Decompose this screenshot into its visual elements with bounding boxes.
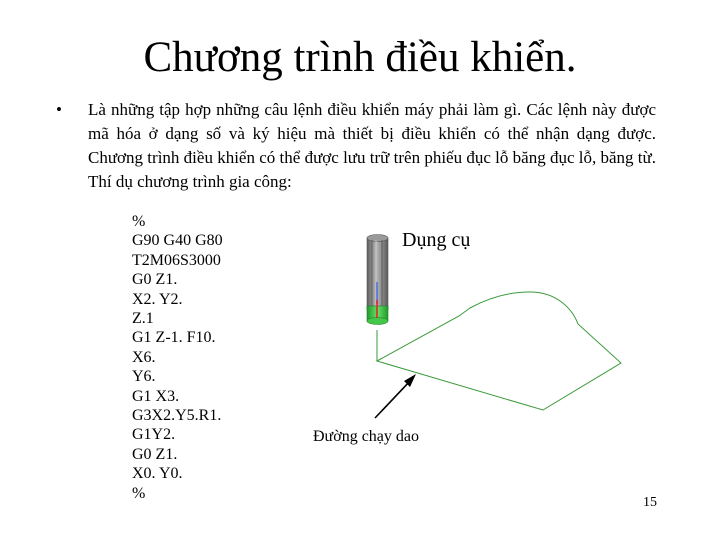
cutting-tool: [367, 235, 388, 325]
program-line: %: [132, 484, 146, 502]
bullet-text: Là những tập hợp những câu lệnh điều khiển máy phải làm gì. Các lệnh này được mã hóa ở dạng số và ký hiệu mà thiết bị điều khiển có thể nhận dạng được. Chương trình điều khiển có thể được lưu trữ trên phiếu đục lỗ băng đục lỗ, băng từ. Thí dụ chương trình gia công:: [88, 100, 656, 191]
program-line: G90 G40 G80: [132, 232, 223, 250]
program-line: X0. Y0.: [132, 465, 183, 483]
program-line: T2M06S3000: [132, 251, 221, 269]
program-line: X2. Y2.: [132, 290, 183, 308]
program-line: Y6.: [132, 368, 156, 386]
program-line: G1 X3.: [132, 387, 180, 405]
program-line: G0 Z1.: [132, 271, 178, 289]
program-line: Z.1: [132, 310, 154, 328]
page-number: 15: [643, 495, 657, 510]
tool-label: Dụng cụ: [402, 229, 471, 251]
program-line: %: [132, 213, 146, 230]
toolpath-line: [377, 292, 621, 410]
program-line: X6.: [132, 348, 156, 366]
toolpath-label: Đường chạy dao: [313, 428, 419, 445]
program-line: G3X2.Y5.R1.: [132, 407, 222, 425]
pointer-arrow-line: [375, 380, 411, 418]
bullet-dot: •: [56, 100, 62, 119]
program-line: G1 Z-1. F10.: [132, 329, 216, 347]
slide-title: Chương trình điều khiển.: [143, 34, 577, 81]
program-line: G1Y2.: [132, 426, 176, 444]
program-line: G0 Z1.: [132, 445, 178, 463]
